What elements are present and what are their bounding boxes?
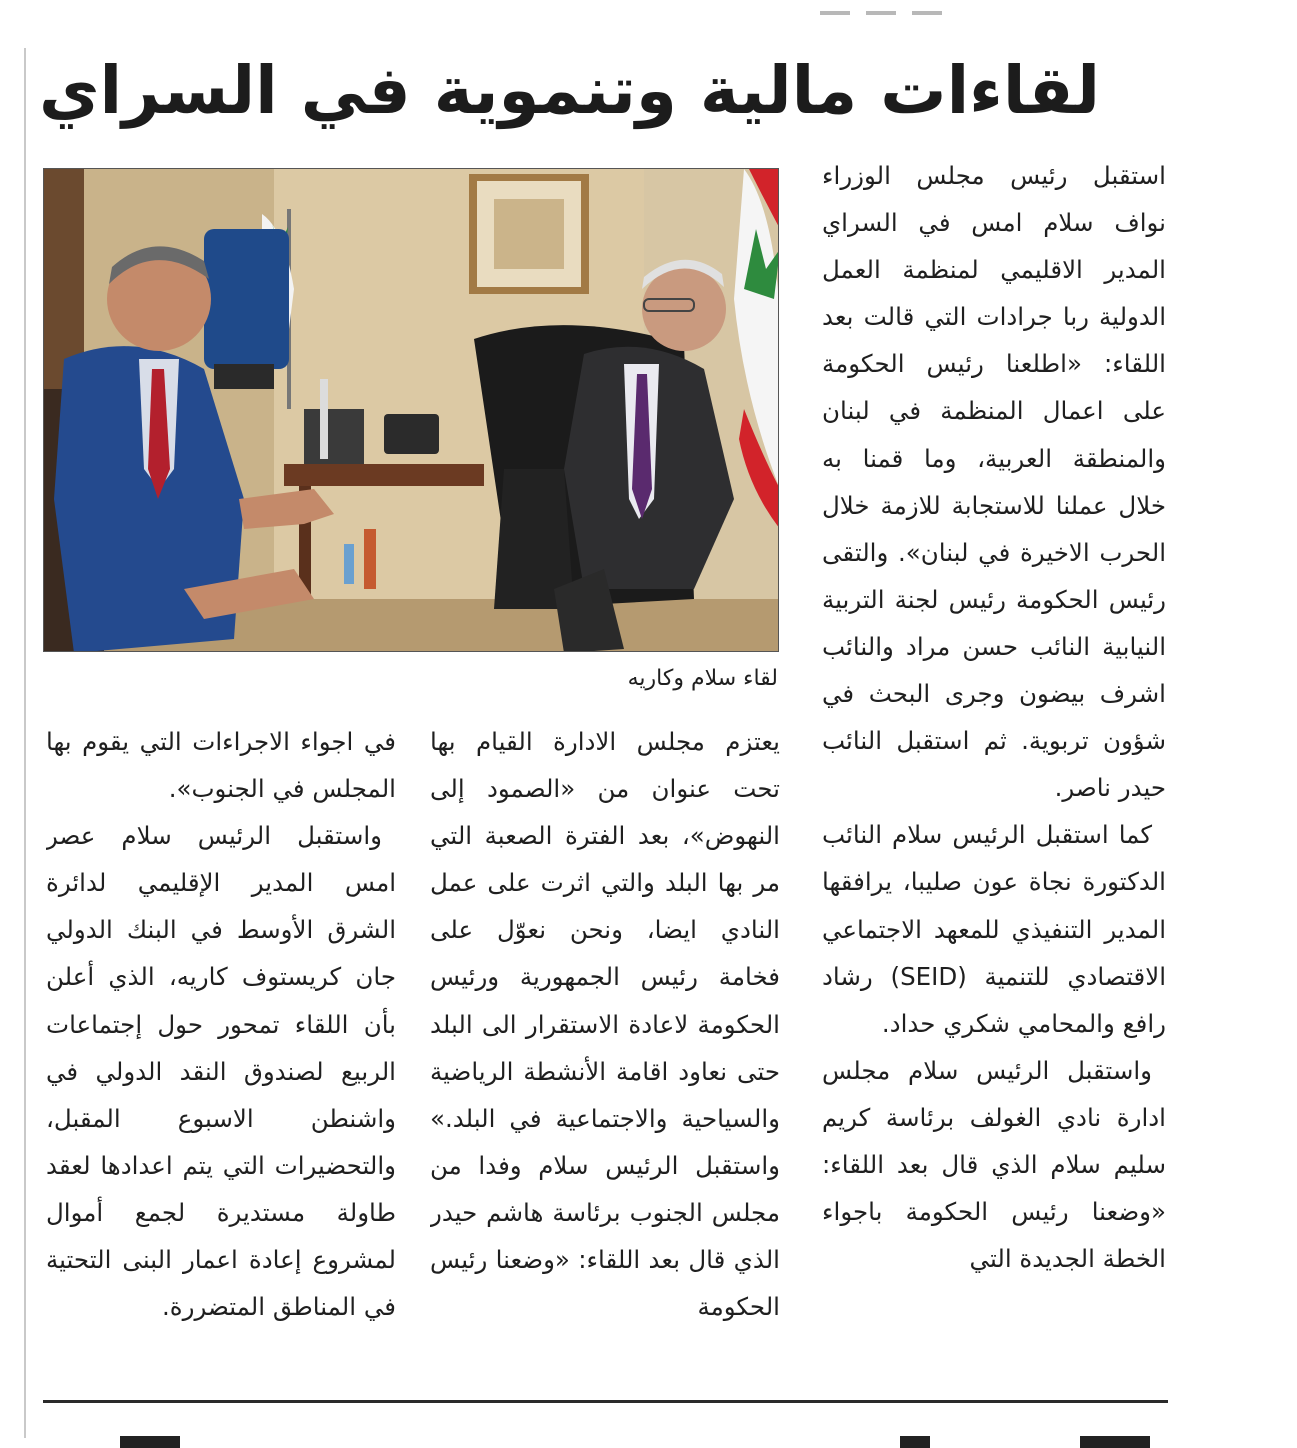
paragraph: استقبل رئيس مجلس الوزراء نواف سلام امس في السراي المدير الاقليمي لمنظمة العمل الدولية ربا جرادات التي قالت بعد اللقاء: «اطلعنا رئيس الحكومة على اعمال المنظمة في لبنان والمنطقة العربية، وما قمنا به خلال عملنا للاستجابة للازمة خلال الحرب الاخيرة في لبنان». والتقى رئيس الحكومة رئيس لجنة التربية النيابية النائب حسن مراد والنائب اشرف بيضون وجرى البحث في شؤون تربوية. ثم استقبل النائب حيدر ناصر. <box>822 161 1166 803</box>
paragraph: يعتزم مجلس الادارة القيام بها تحت عنوان من «الصمود إلى النهوض»، بعد الفترة الصعبة التي مر بها البلد والتي اثرت على عمل النادي ايضا، ونحن نعوّل على فخامة رئيس الجمهورية ورئيس الحكومة لاعادة الاستقرار الى البلد حتى نعاود اقامة الأنشطة الرياضية والسياحية والاجتماعية في البلد.» واستقبل الرئيس سلام وفدا من مجلس الجنوب برئاسة هاشم حيدر الذي قال بعد اللقاء: «وضعنا رئيس الحكومة <box>430 727 780 1322</box>
paragraph: واستقبل الرئيس سلام عصر امس المدير الإقليمي لدائرة الشرق الأوسط في البنك الدولي جان كريستوف كاريه، الذي أعلن بأن اللقاء تمحور حول إجتماعات الربيع لصندوق النقد الدولي في واشنطن الاسبوع المقبل، والتحضيرات التي يتم اعدادها لعقد طاولة مستديرة لجمع أموال لمشروع إعادة اعمار البنى التحتية في المناطق المتضررة. <box>46 821 396 1322</box>
section-rule <box>43 1400 1168 1403</box>
top-decoration <box>820 0 980 6</box>
article-column-middle <box>430 718 780 1378</box>
next-article-headline-fragment <box>40 1412 1170 1448</box>
article-photo <box>43 168 779 652</box>
article-headline: لقاءات مالية وتنموية في السراي <box>39 52 1100 129</box>
photo-caption: لقاء سلام وكاريه <box>627 666 778 691</box>
column-divider <box>24 48 26 1438</box>
paragraph: كما استقبل الرئيس سلام النائب الدكتورة نجاة عون صليبا، يرافقها المدير التنفيذي للمعهد الاجتماعي الاقتصادي للتنمية (SEID) رشاد رافع والمحامي شكري حداد. <box>822 820 1166 1038</box>
paragraph: في اجواء الاجراءات التي يقوم بها المجلس في الجنوب». <box>46 727 396 804</box>
paragraph: واستقبل الرئيس سلام مجلس ادارة نادي الغولف برئاسة كريم سليم سلام الذي قال بعد اللقاء: «وضعنا رئيس الحكومة باجواء الخطة الجديدة التي <box>822 1055 1166 1274</box>
meeting-photo-icon <box>44 169 779 652</box>
article-column-right <box>822 152 1166 1388</box>
article-column-left <box>46 718 396 1378</box>
